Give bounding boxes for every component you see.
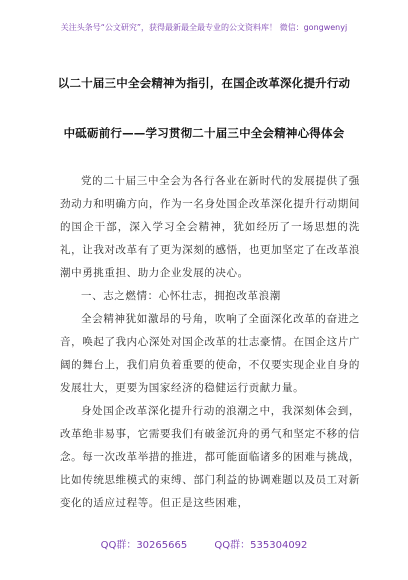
paragraph-2: 全会精神犹如激昂的号角，吹响了全面深化改革的奋进之音，唤起了我内心深处对国企改革的壮志豪情。在国企这片广阔的舞台上，我们肩负着重要的使命，不仅要实现企业自身的发展壮大，更要为国家经济的稳健运行贡献力量。: [60, 313, 360, 394]
header-note: 关注头条号“公文研究”，获得最新最全最专业的公文资料库！ 微信：gongwenyj: [60, 23, 348, 32]
footer: [0, 536, 408, 551]
footer-qq-group-2: QQ群：535304092: [214, 540, 308, 551]
section-heading: 一、志之燃情：心怀壮志，拥抱改革浪潮: [81, 290, 281, 302]
paragraph-3: 身处国企改革深化提升行动的浪潮之中，我深刻体会到，改革绝非易事，它需要我们有破釜沉舟的勇气和坚定不移的信念。每一次改革举措的推进，都可能面临诸多的困难与挑战，比如传统思维模式的束缚、部门利益的协调难题以及员工对新变化的适应过程等。但正是这些困难，: [60, 405, 360, 509]
document-subtitle: 中砥砺前行——学习贯彻二十届三中全会精神心得体会: [63, 126, 345, 140]
document-title: 以二十届三中全会精神为指引，在国企改革深化提升行动: [57, 76, 351, 90]
paragraph-intro: 党的二十届三中全会为各行各业在新时代的发展提供了强劲动力和明确方向，作为一名身处国企改革深化提升行动期间的国企干部，深入学习全会精神，犹如经历了一场思想的洗礼，让我对改革有了更为深刻的感悟，也更加坚定了在改革浪潮中勇挑重担、助力企业发展的决心。: [60, 175, 360, 279]
document-body: [60, 170, 360, 515]
footer-qq-group-1: QQ群：30265665: [100, 540, 188, 551]
